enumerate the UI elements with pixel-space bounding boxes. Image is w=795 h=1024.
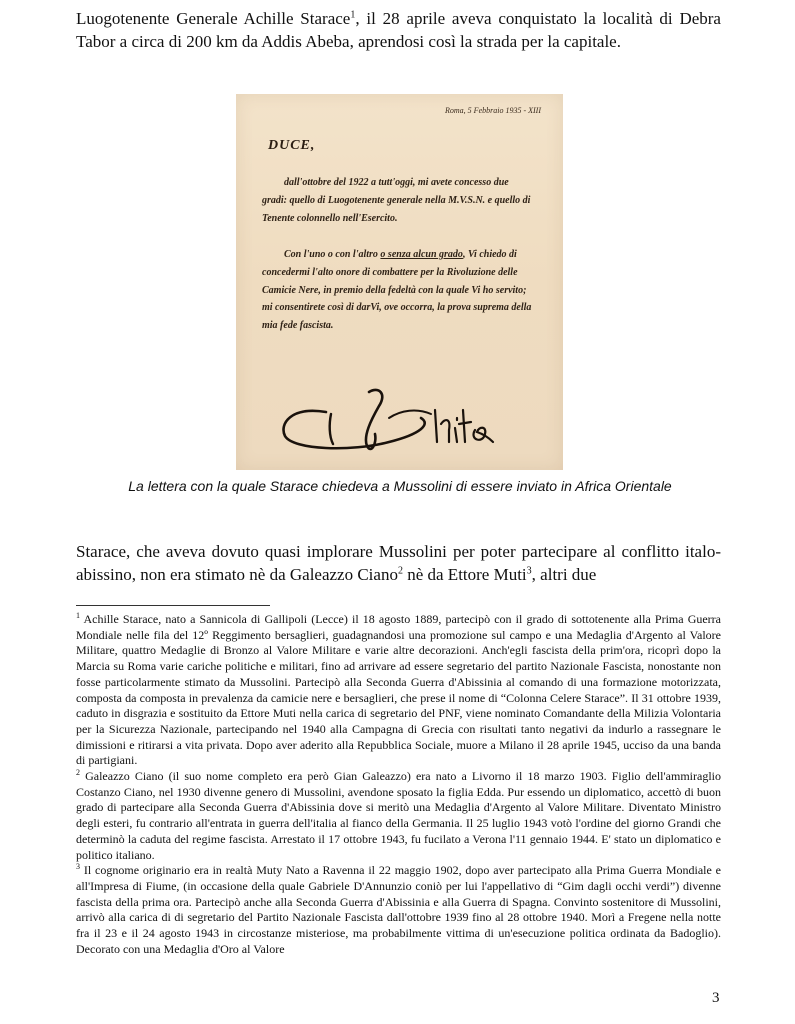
- letter-p2-end: , Vi chiedo di concedermi l'alto onore di combattere per la Rivoluzione delle Camicie Nere, in premio della fedeltà con la quale Vi ho servito; mi consentirete così di darVi, ove occorra, la prova suprema della mia fede fascista.: [262, 249, 532, 332]
- footnote: [76, 863, 721, 957]
- footnotes: [76, 612, 721, 957]
- intro-name: Luogotenente Generale Achille Starace: [76, 9, 351, 28]
- page-number: 3: [712, 990, 720, 1006]
- letter-p2-start: Con l'uno o con l'altro: [284, 249, 381, 260]
- para-text-3: , altri due: [531, 565, 597, 584]
- footnote-number: 3: [76, 862, 80, 872]
- footnote-ref-1[interactable]: 1: [350, 9, 356, 21]
- letter-date: Roma, 5 Febbraio 1935 - XIII: [445, 106, 541, 115]
- footnote-text: Galeazzo Ciano (il suo nome completo era però Gian Galeazzo) era nato a Livorno il 18 marzo 1903. Figlio dell'ammiraglio Costanzo Ciano, nel 1930 divenne genero di Mussolini, avendone sposato la figlia Edda. Pur essendo un diplomatico, accettò di buon grado di partecipare alla Seconda Guerra d'Abissinia dove si meritò una Medaglia d'Argento al Valore Militare. Diventato Ministro degli esteri, fu contrario all'entrata in guerra dell'italia al fianco della Germania. Il 25 luglio 1943 votò l'ordine del giorno Grandi che determinò la caduta del regime fascista. Arrestato il 17 ottobre 1943, fu fucilato a Verona l'11 gennaio 1944. E' stato un diplomatico e politico italiano.: [76, 769, 721, 862]
- letter-paragraph-2: [262, 246, 532, 335]
- para-text-2: nè da Ettore Muti: [402, 565, 527, 584]
- figure-caption: La lettera con la quale Starace chiedeva a Mussolini di essere inviato in Africa Orientale: [128, 478, 672, 494]
- body-paragraph: [76, 540, 721, 586]
- footnote-separator: [76, 605, 270, 606]
- para-text-1: Starace, che aveva dovuto quasi implorare Mussolini per poter partecipare al conflitto italo-abissino, non era stimato nè da Galeazzo Ciano: [76, 542, 721, 584]
- letter-image: [236, 94, 563, 470]
- footnote: [76, 769, 721, 863]
- letter-paragraph-1: dall'ottobre del 1922 a tutt'oggi, mi avete concesso due gradi: quello di Luogotenente generale nella M.V.S.N. e quello di Tenente colonnello nell'Esercito.: [262, 177, 531, 224]
- footnote-text: Achille Starace, nato a Sannicola di Gallipoli (Lecce) il 18 agosto 1889, partecipò con il grado di sottotenente alla Prima Guerra Mondiale nelle fila del 12º Reggimento bersaglieri, guadagnandosi una promozione sul campo e una Medaglia d'Argento al Valore Militare, quattro Medaglie di Bronzo al Valore Militare e varie altre decorazioni. Anch'egli fascista della prim'ora, ricoprì dopo la Marcia su Roma varie cariche politiche e militari, fino ad arrivare ad essere segretario del partito Nazionale Fascista, nonostante non fosse particolarmente stimato da Mussolini. Partecipò alla Seconda Guerra d'Abissinia al comando di una formazione motorizzata, composta da composta in prevalenza da camicie nere e bersaglieri, che prese il nome di “Colonna Celere Starace”. Il 31 ottobre 1939, caduto in disgrazia e sostituito da Ettore Muti nella carica di segretario del PNF, viene nominato Comandante della Milizia Volontaria per la Sicurezza Nazionale, partecipando nel 1940 alla Campagna di Grecia con risultati tanto negativi da indurlo a rassegnare le dimissioni e ritirarsi a vita privata. Dopo aver aderito alla Repubblica Sociale, muore a Milano il 28 aprile 1945, ucciso da una banda di partigiani.: [76, 612, 721, 768]
- intro-text: , il 28 aprile aveva conquistato la località di Debra Tabor a circa di 200 km da Addis Abeba, aprendosi così la strada per la capitale.: [76, 9, 721, 51]
- footnote-ref-2[interactable]: 2: [397, 565, 403, 577]
- letter-salutation: DUCE,: [268, 138, 316, 153]
- footnote-number: 2: [76, 768, 80, 778]
- footnote-number: 1: [76, 611, 80, 620]
- signature-image: [271, 384, 531, 459]
- footnote-text: Il cognome originario era in realtà Muty Nato a Ravenna il 22 maggio 1902, dopo aver partecipato alla Prima Guerra Mondiale e all'Impresa di Fiume, (in occasione della quale Gabriele D'Annunzio coniò per lui l'appellativo di “Gim dagli occhi verdi”) divenne fascista della prima ora. Partecipò anche alla Seconda Guerra d'Abissinia e alla Guerra di Spagna. Convinto sostenitore di Mussolini, arrivò alla carica di di segretario del Partito Nazionale Fascista dall'ottobre 1939 fino al 28 ottobre 1940. Morì a Fregene nella notte fra il 23 e il 24 agosto 1943 in circostanze misteriose, ma probabilmente vittima di un'esecuzione politica ordinata da Badoglio). Decorato con una Medaglia d'Oro al Valore: [76, 863, 721, 956]
- footnote-ref-3[interactable]: 3: [526, 565, 532, 577]
- intro-paragraph: [76, 7, 721, 53]
- letter-p2-underlined: o senza alcun grado: [380, 249, 463, 260]
- footnote: [76, 612, 721, 769]
